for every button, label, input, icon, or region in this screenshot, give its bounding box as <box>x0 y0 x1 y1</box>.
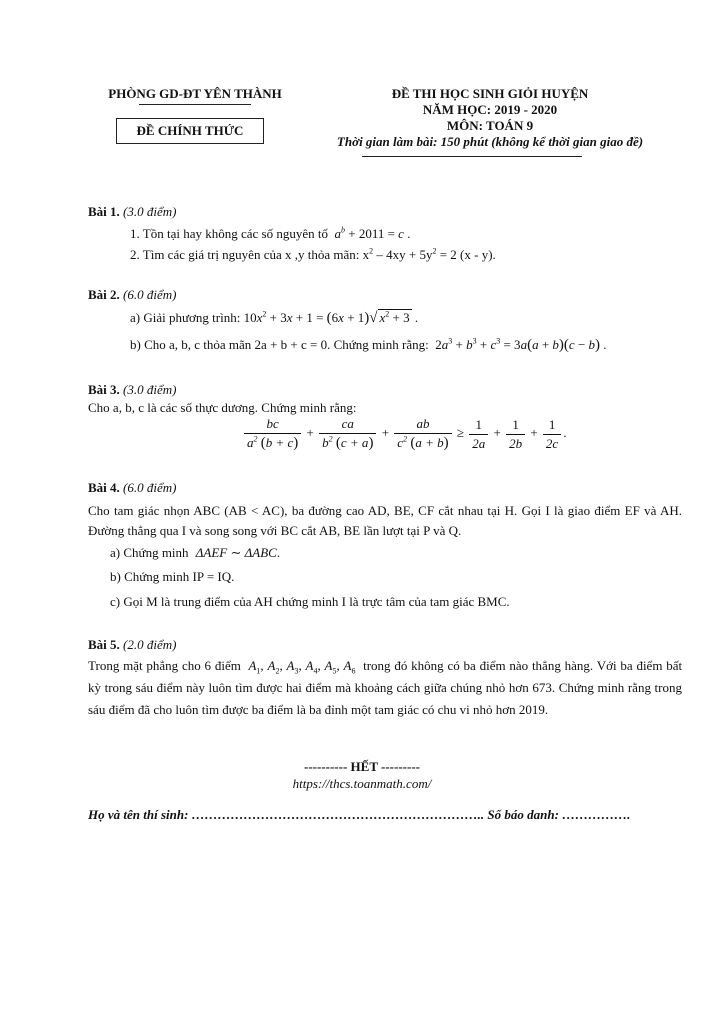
problem-2-equation: $10x^2 + 3x + 1 = (6x + 1)√$ $x^2 + 3$ . <box>243 309 419 326</box>
problem-1-item-1: 1. Tồn tại hay không các số nguyên tố $a^b + 2011 = c$ . <box>130 225 411 241</box>
problem-2-label: Bài 2. <box>88 287 120 302</box>
problem-3-intro: Cho a, b, c là các số thực dương. Chứng minh rằng: <box>88 400 357 415</box>
problem-2-item-b: b) Cho a, b, c thỏa mãn 2a + b + c = 0. Chứng minh rằng: $2a^3 + b^3 + c^3 = 3a(a + b)(c - b)$ . <box>130 336 607 353</box>
problem-4-label: Bài 4. <box>88 480 120 495</box>
problem-1-label: Bài 1. <box>88 204 120 219</box>
student-info-line: Họ và tên thí sinh: ………………………………………………………….. Số báo danh: ……………. <box>88 807 631 822</box>
problem-4-item-b: b) Chứng minh IP = IQ. <box>110 569 235 584</box>
problem-1-item-1-formula: $a^b + 2011 = c$ . <box>334 225 411 241</box>
problem-5-points-list: $A_1$, $A_2$, $A_3$, $A_4$, $A_5$, $A_6$ <box>248 658 356 676</box>
department-underline <box>139 104 251 105</box>
problem-1-points: (3.0 điểm) <box>123 204 177 219</box>
end-mark: ---------- HẾT --------- <box>304 759 420 774</box>
time-limit: Thời gian làm bài: 150 phút (không kể thời gian giao đề) <box>336 134 644 149</box>
problem-4-similarity: ΔAEF ∼ ΔABC <box>195 545 277 560</box>
problem-5-heading <box>88 637 176 653</box>
problem-4-points: (6.0 điểm) <box>123 480 177 495</box>
department-name: PHÒNG GD-ĐT YÊN THÀNH <box>108 86 282 101</box>
problem-5-label: Bài 5. <box>88 637 120 652</box>
official-badge <box>116 118 264 144</box>
problem-5-points: (2.0 điểm) <box>123 637 177 652</box>
problem-1-heading <box>88 204 176 220</box>
official-badge-label: ĐỀ CHÍNH THỨC <box>136 123 244 138</box>
problem-3-heading <box>88 382 176 398</box>
problem-4-item-c: c) Gọi M là trung điểm của AH chứng minh I là trực tâm của tam giác BMC. <box>110 594 510 609</box>
problem-4-intro: Cho tam giác nhọn ABC (AB < AC), ba đường cao AD, BE, CF cắt nhau tại H. Gọi I là giao điểm EF và AH. Đường thẳng qua I và song song với BC cắt AB, BE lần lượt tại P và Q. <box>88 503 682 538</box>
problem-3-points: (3.0 điểm) <box>123 382 177 397</box>
exam-title: ĐỀ THI HỌC SINH GIỎI HUYỆN <box>391 86 589 101</box>
problem-3-label: Bài 3. <box>88 382 120 397</box>
problem-2-item-a: a) Giải phương trình: $10x^2 + 3x + 1 = (6x + 1)√$ $x^2 + 3$ . <box>130 309 419 326</box>
header-right-underline <box>362 156 582 157</box>
problem-5-text: Trong mặt phẳng cho 6 điểm $A_1$, $A_2$, $A_3$, $A_4$, $A_5$, $A_6$ trong đó không có ba điểm nào thẳng hàng. Với ba điểm bất kỳ trong sáu điểm này luôn tìm được hai điểm mà khoảng cách giữa chúng nhỏ hơn 673. Chứng minh rằng trong sáu điểm đã cho luôn tìm được ba điểm là ba đỉnh một tam giác có chu vi nhỏ hơn 2019. <box>88 658 683 717</box>
problem-2-identity: $2a^3 + b^3 + c^3 = 3a(a + b)(c - b)$ . <box>432 336 607 353</box>
problem-2-heading <box>88 287 176 303</box>
problem-2-points: (6.0 điểm) <box>123 287 177 302</box>
subject: MÔN: TOÁN 9 <box>446 118 534 133</box>
problem-4-item-a: a) Chứng minh ΔAEF ∼ ΔABC. <box>110 545 281 560</box>
problem-4-heading <box>88 480 176 496</box>
problem-1-item-2: 2. Tìm các giá trị nguyên của x ,y thỏa mãn: $x^2 - 4xy + 5y^2 = 2$ (x - y). <box>130 246 496 262</box>
problem-3-inequality: $\frac{bc}{a^2 (b + c)}$ + $\frac{ca}{b^2 (c + a)}$ + $\frac{ab}{c^2 (a + b)}$ ≥ $\frac{1}{2a}$ + $\frac{1}{2b}$ + $\frac{1}{2c}$ . <box>242 416 566 452</box>
school-year: NĂM HỌC: 2019 - 2020 <box>422 102 558 117</box>
source-url: https://thcs.toanmath.com/ <box>292 776 432 791</box>
